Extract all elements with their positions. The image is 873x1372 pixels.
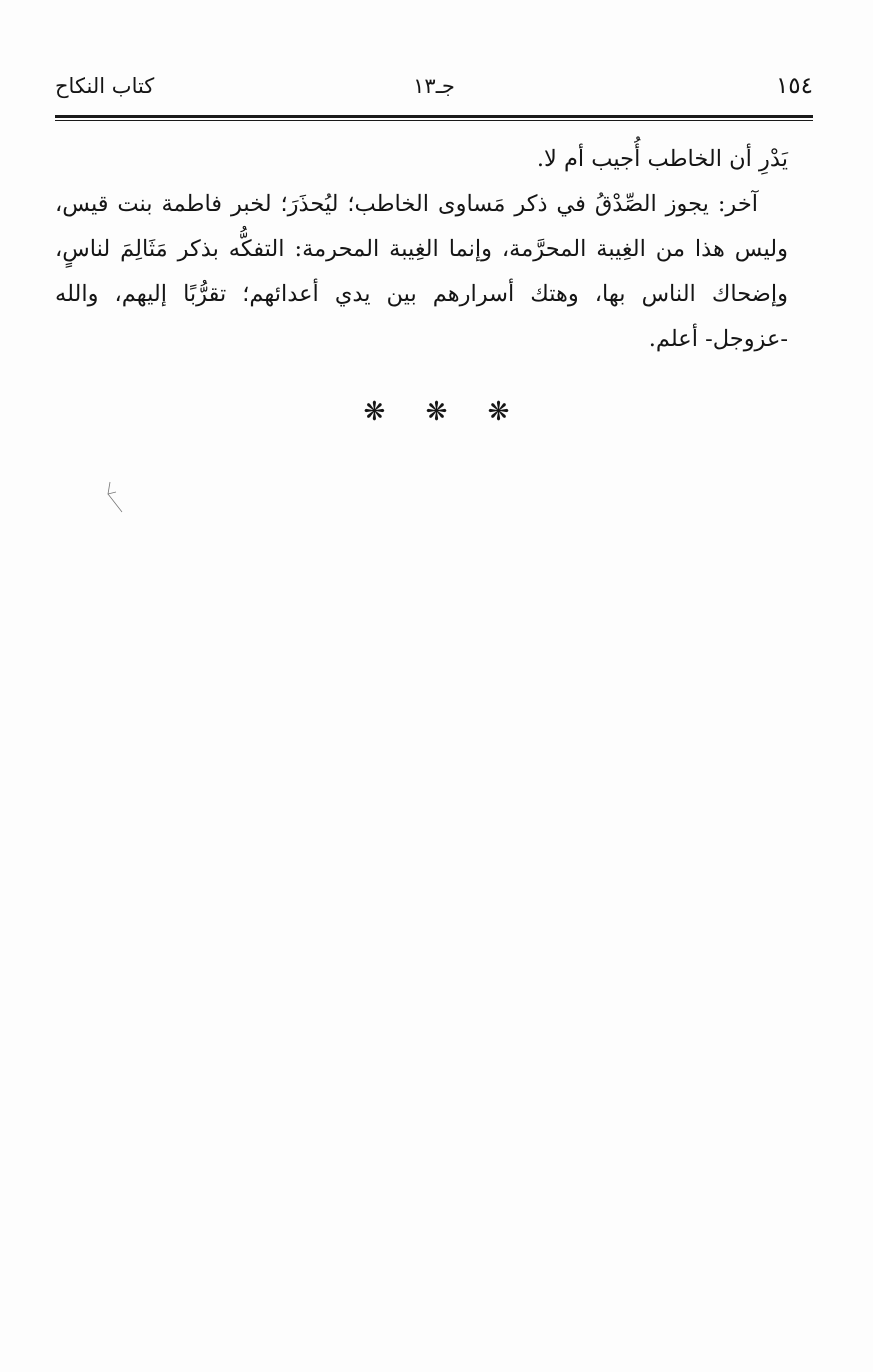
header-rule-thick — [55, 115, 813, 118]
paragraph-continuation: يَدْرِ أن الخاطب أُجيب أم لا. — [536, 146, 788, 172]
separator-star-icon: ❋ — [425, 397, 448, 427]
pencil-mark-icon — [96, 478, 128, 518]
section-separator — [0, 392, 873, 432]
volume-label: جـ١٣ — [413, 74, 455, 98]
page-number: ١٥٤ — [775, 73, 813, 99]
running-header — [55, 68, 813, 104]
separator-star-icon: ❋ — [487, 397, 510, 427]
separator-star-icon: ❋ — [363, 397, 386, 427]
main-text — [55, 137, 788, 362]
header-rule-thin — [55, 120, 813, 121]
paragraph-another-opinion: آخر: يجوز الصِّدْقُ في ذكر مَساوى الخاطب؛ ليُحذَرَ؛ لخبر فاطمة بنت قيس، وليس هذا من الغِيبة المحرَّمة، وإنما الغِيبة المحرمة: التفكُّه بذكر مَثَالِمَ لناسٍ، وإضحاك الناس بها، وهتك أسرارهم بين يدي أعدائهم؛ تقرُّبًا إليهم، والله -عزوجل- أعلم. — [55, 191, 788, 352]
book-title: كتاب النكاح — [55, 74, 155, 98]
